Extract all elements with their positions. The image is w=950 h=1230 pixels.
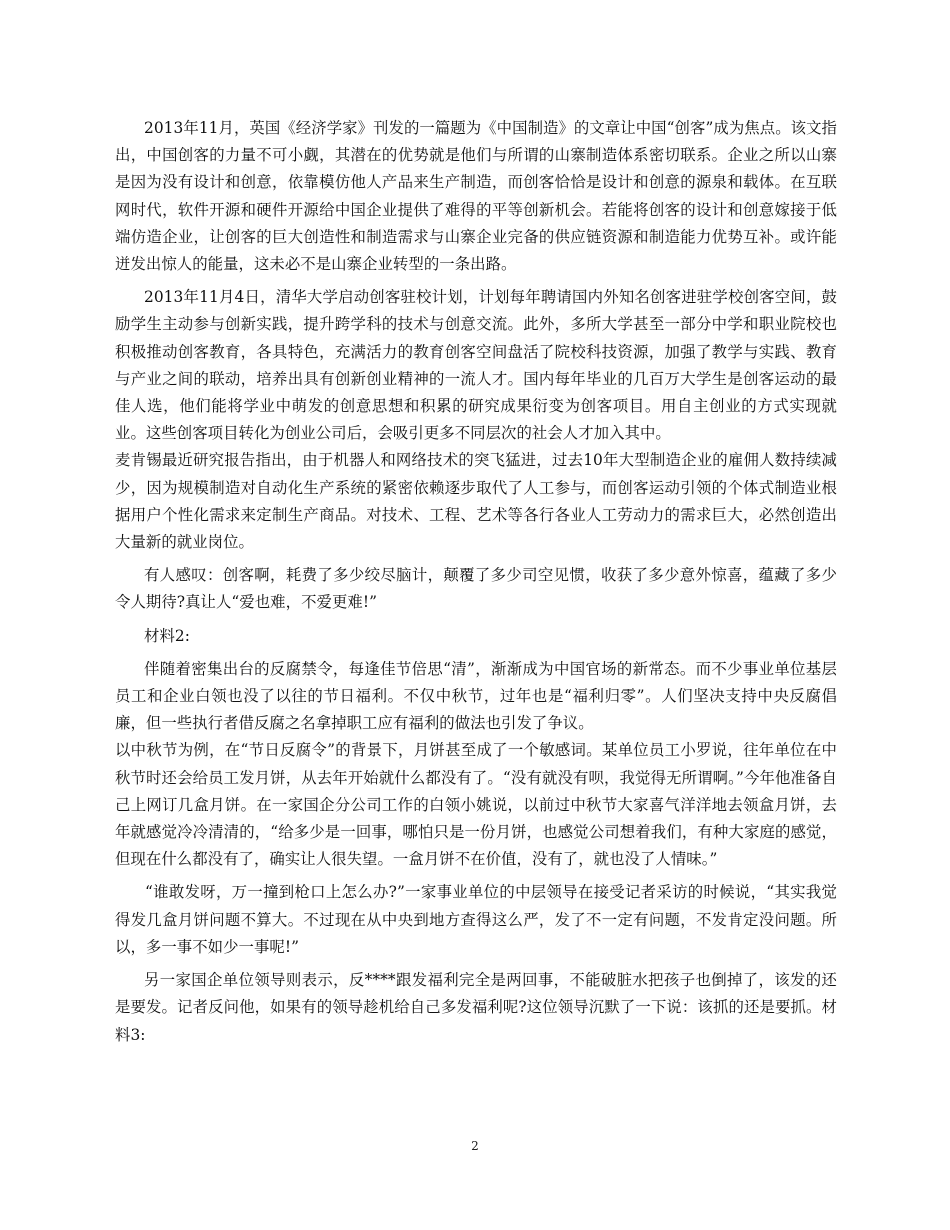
paragraph-soe-leader: 另一家国企单位领导则表示，反****跟发福利完全是两回事，不能破脏水把孩子也倒掉了，该发的还是要发。记者反问他，如果有的领导趁机给自己多发福利呢?这位领导沉默了一下说：该抓的还是要抓。材料3:: [115, 971, 837, 1044]
paragraph-leader-quote: “谁敢发呀，万一撞到枪口上怎么办?”一家事业单位的中层领导在接受记者采访的时候说，“其实我觉得发几盒月饼问题不算大。不过现在从中央到地方查得这么严，发了不一定有问题，不发肯定没问题。所以，多一事不如少一事呢!”: [115, 883, 837, 956]
paragraph-maker-sigh: 有人感叹：创客啊，耗费了多少绞尽脑计，颠覆了多少司空见惯，收获了多少意外惊喜，蕴藏了多少令人期待?真让人“爱也难，不爱更难!”: [115, 566, 837, 612]
paragraph-tsinghua-maker: 2013年11月4日，清华大学启动创客驻校计划，计划每年聘请国内外知名创客进驻学校创客空间，鼓励学生主动参与创新实践，提升跨学科的技术与创意交流。此外，多所大学甚至一部分中学和职业院校也积极推动创客教育，各具特色，充满活力的教育创客空间盘活了院校科技资源，加强了教学与实践、教育与产业之间的联动，培养出具有创新创业精神的一流人才。国内每年毕业的几百万大学生是创客运动的最佳人选，他们能将学业中萌发的创意思想和积累的研究成果衍变为创客项目。用自主创业的方式实现就业。这些创客项目转化为创业公司后，会吸引更多不同层次的社会人才加入其中。: [115, 288, 837, 443]
paragraph-anti-corruption: 伴随着密集出台的反腐禁令，每逢佳节倍思“清”，渐渐成为中国官场的新常态。而不少事业单位基层员工和企业白领也没了以往的节日福利。不仅中秋节，过年也是“福利归零”。人们坚决支持中央反腐倡廉，但一些执行者借反腐之名拿掉职工应有福利的做法也引发了争议。: [115, 659, 837, 733]
paragraph-mckinsey-report: 麦肯锡最近研究报告指出，由于机器人和网络技术的突飞猛进，过去10年大型制造企业的雇佣人数持续减少，因为规模制造对自动化生产系统的紧密依赖逐步取代了人工参与，而创客运动引领的个体式制造业根据用户个性化需求来定制生产商品。对技术、工程、艺术等各行各业人工劳动力的需求巨大，必然创造出大量新的就业岗位。: [115, 451, 837, 552]
page-number: 2: [471, 1139, 479, 1153]
paragraph-mooncake-example: 以中秋节为例，在“节日反腐令”的背景下，月饼甚至成了一个敏感词。某单位员工小罗说，往年单位在中秋节时还会给员工发月饼，从去年开始就什么都没有了。“没有就没有呗，我觉得无所谓啊。”今年他准备自己上网订几盒月饼。在一家国企分公司工作的白领小姚说，以前过中秋节大家喜气洋洋地去领盒月饼，去年就感觉冷冷清清的，“给多少是一回事，哪怕只是一份月饼，也感觉公司想着我们，有种大家庭的感觉，但现在什么都没有了，确实让人很失望。一盒月饼不在价值，没有了，就也没了人情味。”: [115, 741, 837, 869]
document-body: [115, 115, 837, 1055]
paragraph-maker-economist: 2013年11月，英国《经济学家》刊发的一篇题为《中国制造》的文章让中国“创客”成为焦点。该文指出，中国创客的力量不可小觑，其潜在的优势就是他们与所谓的山寨制造体系密切联系。企业之所以山寨是因为没有设计和创意，依靠模仿他人产品来生产制造，而创客恰恰是设计和创意的源泉和载体。在互联网时代，软件开源和硬件开源给中国企业提供了难得的平等创新机会。若能将创客的设计和创意嫁接于低端仿造企业，让创客的巨大创造性和制造需求与山寨企业完备的供应链资源和制造能力优势互补。或许能迸发出惊人的能量，这未必不是山寨企业转型的一条出路。: [115, 119, 837, 274]
material-2-heading: 材料2:: [144, 626, 190, 645]
